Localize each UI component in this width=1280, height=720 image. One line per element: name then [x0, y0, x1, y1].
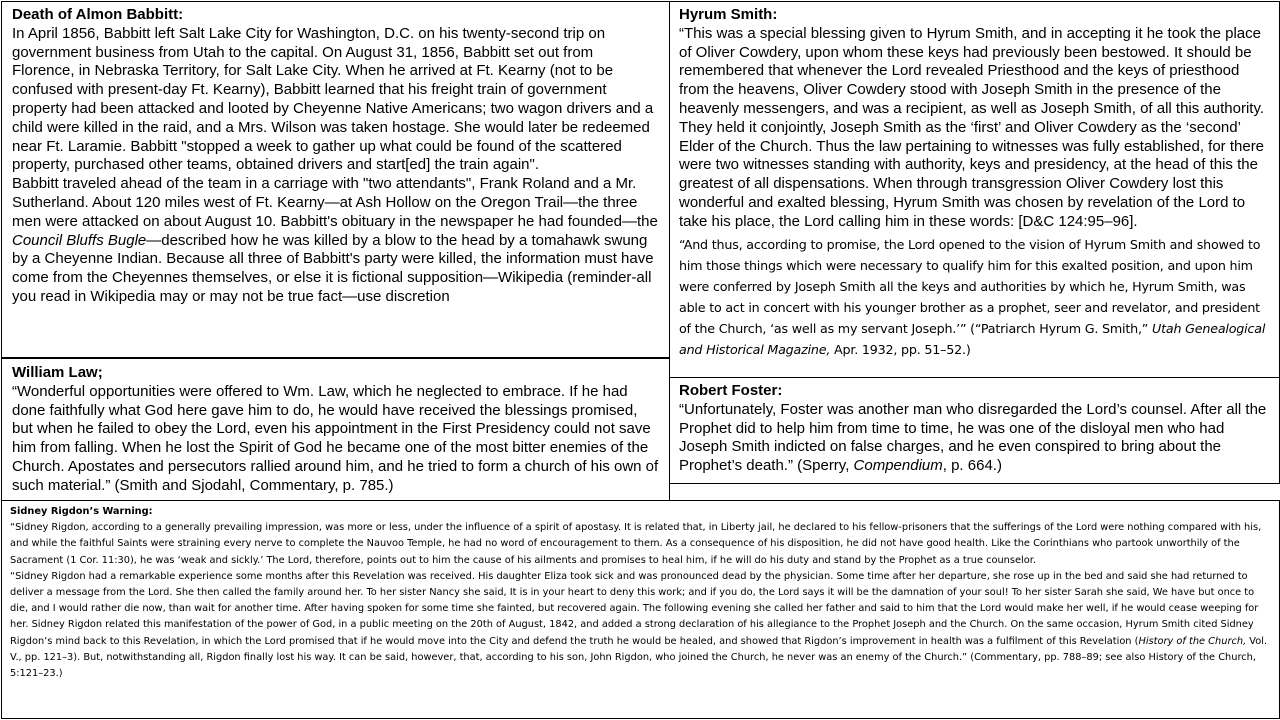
hyrum-magazine-title: Utah Genealogical and Historical Magazine, — [679, 320, 1266, 357]
babbitt-heading: Death of Almon Babbitt: — [12, 6, 184, 23]
rigdon-paragraph-2 — [10, 569, 1273, 682]
babbitt-paragraph-2-start: Babbitt traveled ahead of the team in a carriage with "two attendants", Frank Roland and a Mr. Sutherland. About 120 miles west of Ft. Kearny—at Ash Hollow on the Oregon Trail—the three men were attacked on about August 10. Babbitt's obituary in the newspaper he had founded—the — [12, 175, 658, 230]
hyrum-paragraph-2 — [679, 234, 1273, 360]
law-heading: William Law; — [12, 364, 103, 381]
hyrum-paragraph-1: “This was a special blessing given to Hyrum Smith, and in accepting it he took the place of Oliver Cowdery, upon whom these keys had previously been bestowed. It should be remembered that whenever the Lord revealed Priesthood and the keys of priesthood from the heavens, Oliver Cowdery stood with Joseph Smith in the presence of the heavenly messengers, and was a recipient, as well as Joseph Smith, of all this authority. They held it conjointly, Joseph Smith as the ‘first’ and Oliver Cowdery as the ‘second’ Elder of the Church. Thus the law pertaining to witnesses was fully established, for there were two witnesses standing with authority, keys and presidency, at the head of this the greatest of all dispensations. When through transgression Oliver Cowdery lost this wonderful and exalted blessing, Hyrum Smith was chosen by revelation of the Lord to take his place, the Lord calling him in these words: [D&C 124:95–96]. — [679, 24, 1265, 230]
hyrum-paragraph-2-start: “And thus, according to promise, the Lord opened to the vision of Hyrum Smith and showed to him those things which were necessary to qualify him for this exalted position, and upon him were conferred by Joseph Smith all the keys and authorities by which he, Hyrum Smith, was able to act in concert with his younger brother as a prophet, seer and revelator, and president of the Church, ‘as well as my servant Joseph.’” (“Patriarch Hyrum G. Smith,” — [679, 236, 1261, 336]
rigdon-text-box — [1, 500, 1280, 719]
foster-paragraph-1 — [679, 401, 1269, 476]
babbitt-paragraph-1: In April 1856, Babbitt left Salt Lake City for Washington, D.C. on his twenty-second trip on government business from Utah to the capital. On August 31, 1856, Babbitt set out from Florence, in Nebraska Territory, for Salt Lake City. When he arrived at Ft. Kearny (not to be confused with present-day Ft. Kearny), Babbitt learned that his freight train of government property had been attacked and looted by Cheyenne Native Americans; two wagon drivers and a child were killed in the raid, and a Mrs. Wilson was taken hostage. She would later be redeemed near Ft. Laramie. Babbitt "stopped a week to gather up what could be found of the scattered property, purchased other teams, obtained drivers and start[ed] the train again". — [12, 24, 654, 174]
rigdon-paragraph-2-start: “Sidney Rigdon had a remarkable experience some months after this Revelation was received. His daughter Eliza took sick and was pronounced dead by the physician. Some time after her departure, she rose up in the bed and said she had returned to deliver a message from the Lord. She then called the family around her. To her sister Nancy she said, It is in your heart to deny this work; and if you do, the Lord says it will be the damnation of your soul! To her sister Sarah she said, We have but once to die, and I would rather die now, than wait for another time. After having spoken for some time she fainted, but recovered again. The following evening she called her father and said to him that the Lord would make her well, if he would cease weeping for her. Sidney Rigdon related this manifestation of the power of God, in a public meeting on the 20th of August, 1842, and added a strong declaration of his allegiance to the Prophet Joseph and the Church. On the same occasion, Hyrum Smith cited Sidney Rigdon’s mind back to this Revelation, in which the Lord promised that if he would move into the City and defend the truth he would be healed, and showed that Rigdon’s improvement in health was a fulfilment of this Revelation ( — [10, 570, 1259, 647]
foster-paragraph-1-start: “Unfortunately, Foster was another man who disregarded the Lord’s counsel. After all the Prophet did to help him from time to time, he was one of the disloyal men who had Joseph Smith indicted on false charges, and he even conspired to bring about the Prophet’s death.” (Sperry, — [679, 400, 1267, 475]
babbitt-paragraph-2-end: —described how he was killed by a blow to the head by a tomahawk swung by a Cheyenne Indian. Because all three of Babbitt's party were killed, the information must have come from the Cheyennes themselves, or else it is fictional supposition—Wikipedia (reminder-all you read in Wikipedia may or may not be true fact—use discretion — [12, 231, 654, 305]
babbitt-newspaper-title: Council Bluffs Bugle — [12, 231, 147, 249]
law-paragraph-1: “Wonderful opportunities were offered to Wm. Law, which he neglected to embrace. If he had done faithfully what God here gave him to do, he would have received the blessings promised, but when he failed to obey the Lord, even his appointment in the First Presidency could not save him from falling. When he lost the Spirit of God he became one of the most bitter enemies of the Church. Apostates and persecutors rallied around him, and he tried to form a church of his own of such material.” (Smith and Sjodahl, Commentary, p. 785.) — [12, 382, 659, 494]
law-text-box — [1, 358, 670, 501]
foster-paragraph-1-end: , p. 664.) — [942, 457, 1002, 475]
foster-heading: Robert Foster: — [679, 382, 783, 399]
hyrum-heading: Hyrum Smith: — [679, 6, 778, 23]
babbitt-text-box — [1, 1, 670, 358]
foster-book-title: Compendium — [853, 457, 943, 475]
foster-text-box — [669, 377, 1280, 484]
babbitt-paragraph-2 — [12, 175, 659, 307]
rigdon-heading: Sidney Rigdon’s Warning: — [10, 506, 153, 517]
hyrum-text-box — [669, 1, 1280, 378]
hyrum-paragraph-2-end: Apr. 1932, pp. 51–52.) — [830, 341, 971, 357]
rigdon-history-title: History of the Church, — [1138, 635, 1247, 647]
rigdon-paragraph-2-end: Vol. V., pp. 121–3). But, notwithstanding all, Rigdon finally lost his way. It can be said, however, that, according to his son, John Rigdon, who joined the Church, he never was an enemy of the Church.” (Commentary, pp. 788–89; see also History of the Church, 5:121–23.) — [10, 635, 1268, 680]
rigdon-paragraph-1: “Sidney Rigdon, according to a generally prevailing impression, was more or less, under the influence of a spirit of apostasy. It is related that, in Liberty jail, he declared to his fellow-prisoners that the sufferings of the Lord were nothing compared with his, and while the faithful Saints were straining every nerve to complete the Nauvoo Temple, he had no word of encouragement to them. As a consequence of his disposition, he did not have good health. Like the Corinthians who partook unworthily of the Sacrament (1 Cor. 11:30), he was ‘weak and sickly.’ The Lord, therefore, points out to him the cause of his ailments and promises to heal him, if he will do his duty and stand by the Prophet as a true counselor. — [10, 522, 1262, 566]
